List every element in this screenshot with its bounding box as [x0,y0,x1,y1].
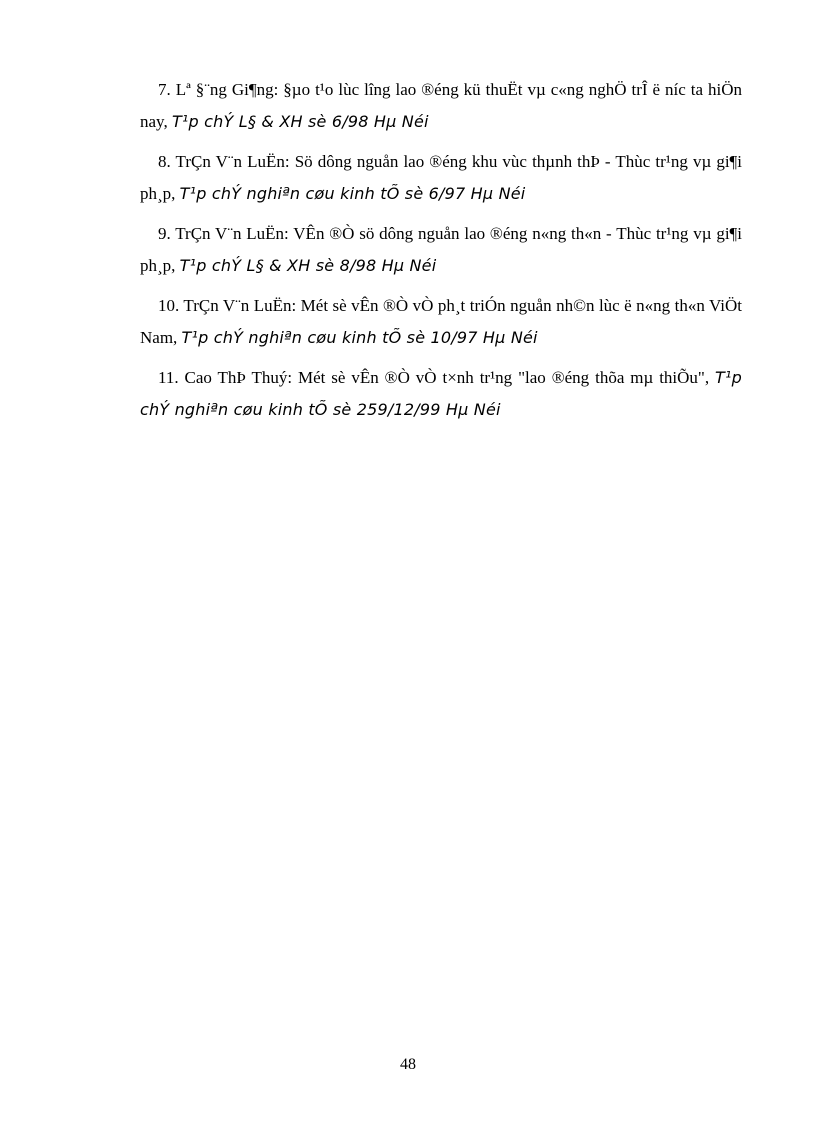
reference-text: 8. TrÇn V¨n LuËn: Sö dông nguån lao ®éng khu vùc thµnh thÞ - Thùc tr¹ng vµ gi¶i ph¸p, [140,152,742,203]
reference-source: T¹p chÝ L§ & XH sè 8/98 Hµ Néi [179,256,437,275]
reference-list [140,74,742,434]
reference-text: 9. TrÇn V¨n LuËn: VÊn ®Ò sö dông nguån lao ®éng n«ng th«n - Thùc tr¹ng vµ gi¶i ph¸p, [140,224,742,275]
reference-source: T¹p chÝ nghiªn cøu kinh tÕ sè 259/12/99 Hµ Néi [140,368,742,419]
reference-source: T¹p chÝ nghiªn cøu kinh tÕ sè 6/97 Hµ Néi [179,184,526,203]
reference-source: T¹p chÝ L§ & XH sè 6/98 Hµ Néi [171,112,429,131]
reference-source: T¹p chÝ nghiªn cøu kinh tÕ sè 10/97 Hµ Néi [181,328,538,347]
reference-item-9 [140,218,742,282]
reference-text: 7. Lª §¨ng Gi¶ng: §µo t¹o lùc lîng lao ®éng kü thuËt vµ c«ng nghÖ trÎ ë níc ta hiÖn nay, [140,80,742,131]
reference-item-7 [140,74,742,138]
reference-text: 11. Cao ThÞ Thuý: Mét sè vÊn ®Ò vÒ t×nh tr¹ng "lao ®éng thõa mµ thiÕu", [158,368,716,387]
reference-item-10 [140,290,742,354]
reference-item-11 [140,362,742,426]
page-number: 48 [400,1056,416,1073]
reference-text: 10. TrÇn V¨n LuËn: Mét sè vÊn ®Ò vÒ ph¸t triÓn nguån nh©n lùc ë n«ng th«n ViÖt Nam, [140,296,742,347]
reference-item-8 [140,146,742,210]
